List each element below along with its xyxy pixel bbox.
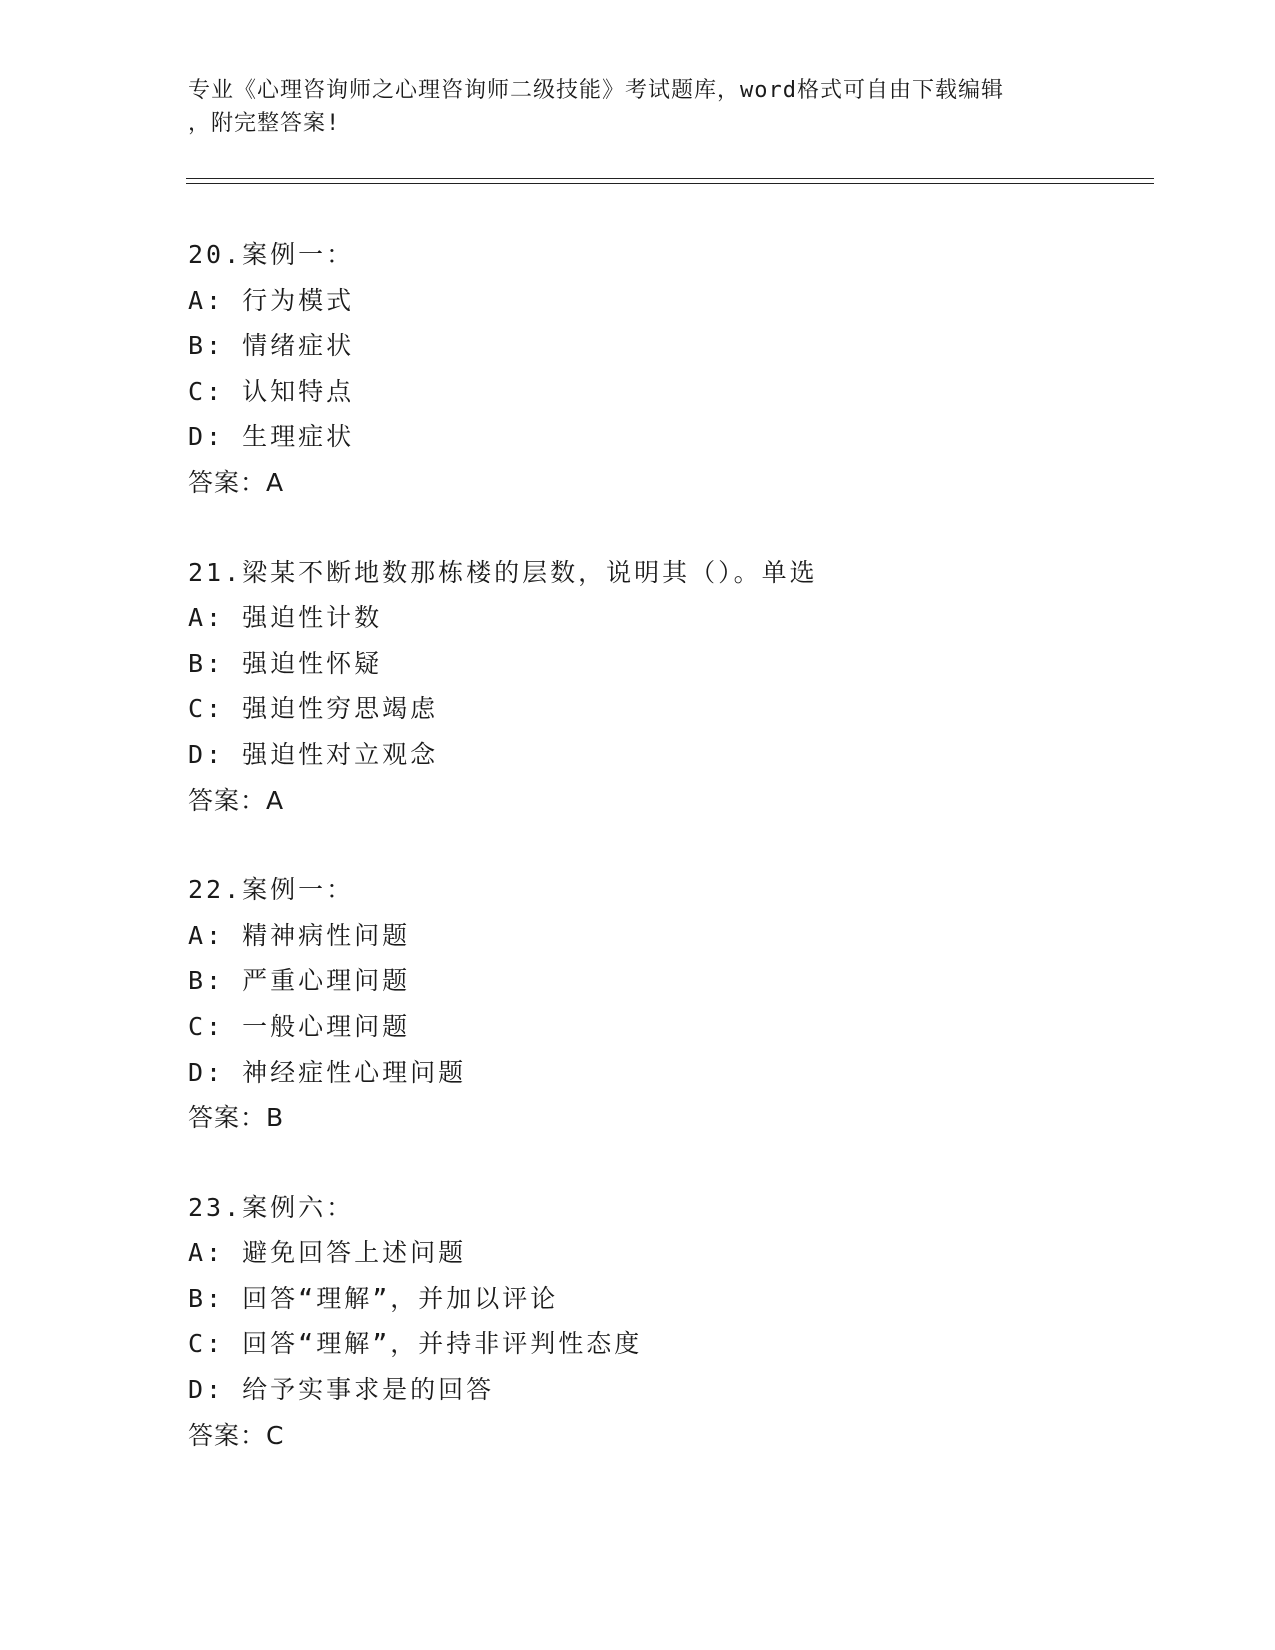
option-d: D: 给予实事求是的回答 (188, 1375, 495, 1405)
question-23 (188, 1185, 1148, 1459)
option-b: B: 情绪症状 (188, 331, 355, 361)
option-a: A: 强迫性计数 (188, 603, 383, 633)
option-a: A: 行为模式 (188, 285, 355, 315)
option-c: C: 回答“理解”，并持非评判性态度 (188, 1329, 643, 1359)
question-stem: 21.梁某不断地数那栋楼的层数，说明其（）。单选 (188, 557, 818, 587)
option-a: A: 避免回答上述问题 (188, 1238, 467, 1268)
answer: 答案：B (188, 1103, 285, 1133)
option-c: C: 一般心理问题 (188, 1011, 411, 1041)
option-b: B: 回答“理解”，并加以评论 (188, 1283, 559, 1313)
option-b: B: 严重心理问题 (188, 966, 411, 996)
question-stem: 20.案例一： (188, 240, 355, 269)
option-d: D: 神经症性心理问题 (188, 1057, 467, 1087)
header-line-2: ，附完整答案! (188, 111, 341, 136)
header-line-1: 专业《心理咨询师之心理咨询师二级技能》考试题库，word格式可自由下载编辑 (188, 78, 1004, 103)
option-a: A: 精神病性问题 (188, 920, 411, 950)
question-list (188, 232, 1148, 1502)
question-20 (188, 232, 1148, 506)
option-c: C: 强迫性穷思竭虑 (188, 694, 439, 724)
answer: 答案：C (188, 1420, 285, 1450)
question-22 (188, 867, 1148, 1141)
answer: 答案：A (188, 467, 285, 497)
header-divider (186, 178, 1154, 184)
question-stem: 22.案例一： (188, 875, 355, 905)
answer: 答案：A (188, 785, 285, 815)
question-stem: 23.案例六： (188, 1192, 355, 1222)
option-c: C: 认知特点 (188, 376, 355, 406)
option-d: D: 生理症状 (188, 422, 355, 452)
question-21 (188, 550, 1148, 824)
document-header (188, 74, 1088, 140)
option-d: D: 强迫性对立观念 (188, 739, 439, 769)
option-b: B: 强迫性怀疑 (188, 648, 383, 678)
